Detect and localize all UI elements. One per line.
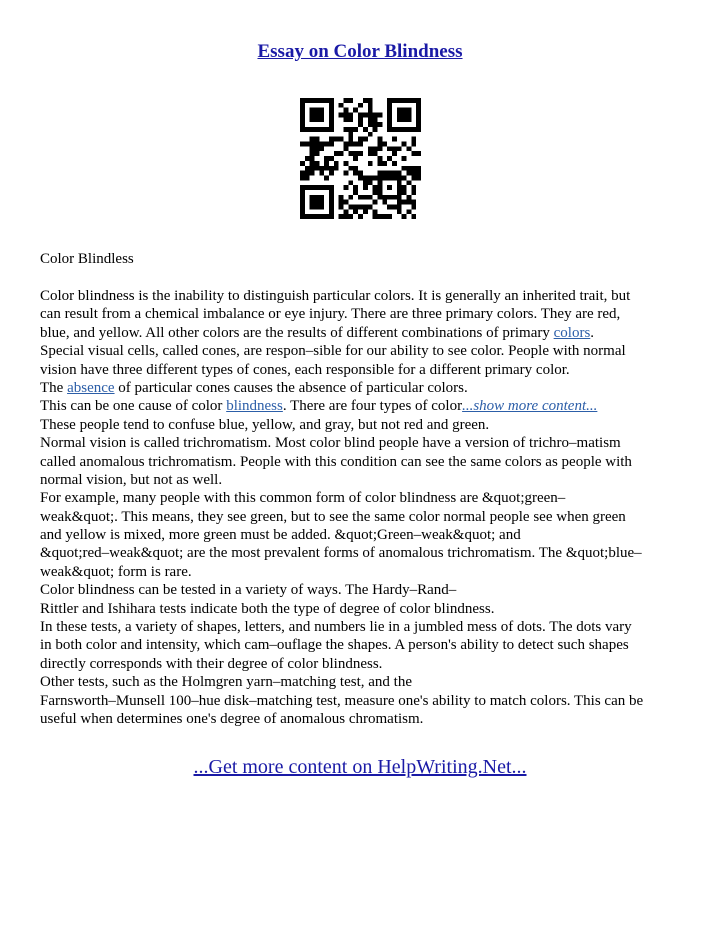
qr-code-graphic: [300, 98, 421, 219]
essay-text: blue, and yellow. All other colors are the results of different combinations of primary: [40, 324, 554, 341]
essay-line: and yellow is mixed, more green must be added. &quot;Green–weak&quot; and: [40, 527, 521, 544]
footer: [0, 754, 720, 780]
essay-line: These people tend to confuse blue, yellow, and gray, but not red and green.: [40, 416, 490, 433]
essay-line: In these tests, a variety of shapes, letters, and numbers lie in a jumbled mess of dots. The dots vary: [40, 619, 632, 636]
essay-line: weak&quot;. This means, they see green, but to see the same color normal people see when green: [40, 508, 626, 525]
essay-line: can result from a chemical imbalance or eye injury. There are three primary colors. They are red,: [40, 306, 621, 323]
essay-text: .: [590, 324, 595, 341]
essay-line: normal vision, but not as well.: [40, 471, 223, 488]
essay-line: Color blindness is the inability to distinguish particular colors. It is generally an inherited trait, but: [40, 288, 631, 304]
essay-text: . There are four types of color: [282, 398, 463, 415]
essay-body: [40, 287, 690, 728]
essay-line: Special visual cells, called cones, are respon–sible for our ability to see color. People with normal: [40, 343, 626, 360]
essay-line: called anomalous trichromatism. People with this condition can see the same colors as people with: [40, 453, 632, 470]
qr-code-icon: [300, 98, 421, 219]
essay-line: Farnsworth–Munsell 100–hue disk–matching test, measure one's ability to match colors. This can be: [40, 692, 644, 709]
essay-line: Color blindness can be tested in a variety of ways. The Hardy–Rand–: [40, 582, 457, 599]
essay-text: This can be one cause of color: [40, 398, 227, 415]
colors-link[interactable]: colors: [553, 324, 591, 341]
essay-text: The: [40, 379, 68, 396]
essay-line: [40, 397, 690, 415]
essay-line: useful when determines one's degree of anomalous chromatism.: [40, 710, 424, 727]
essay-line: Normal vision is called trichromatism. Most color blind people have a version of trichro–matism: [40, 435, 621, 452]
get-more-content-link[interactable]: ...Get more content on HelpWriting.Net...: [193, 756, 527, 778]
essay-line: vision have three different types of cones, each responsible for a different primary color.: [40, 361, 570, 378]
essay-line: &quot;red–weak&quot; are the most prevalent forms of anomalous trichromatism. The &quot;blue–: [40, 545, 642, 562]
essay-subtitle: Color Blindless: [40, 251, 134, 267]
show-more-link[interactable]: ...show more content...: [462, 398, 598, 415]
essay-line: [40, 379, 690, 397]
blindness-link[interactable]: blindness: [226, 398, 283, 415]
absence-link[interactable]: absence: [67, 379, 115, 396]
essay-line: in both color and intensity, which cam–ouflage the shapes. A person's ability to detect such shapes: [40, 637, 629, 654]
essay-line: Rittler and Ishihara tests indicate both the type of degree of color blindness.: [40, 600, 495, 617]
essay-text: of particular cones causes the absence of particular colors.: [114, 379, 468, 396]
essay-line: weak&quot; form is rare.: [40, 563, 192, 580]
essay-title-link[interactable]: Essay on Color Blindness: [257, 41, 463, 62]
essay-line: directly corresponds with their degree of color blindness.: [40, 655, 383, 672]
essay-line: Other tests, such as the Holmgren yarn–matching test, and the: [40, 674, 412, 691]
essay-line: [40, 324, 690, 342]
essay-line: For example, many people with this common form of color blindness are &quot;green–: [40, 490, 566, 507]
